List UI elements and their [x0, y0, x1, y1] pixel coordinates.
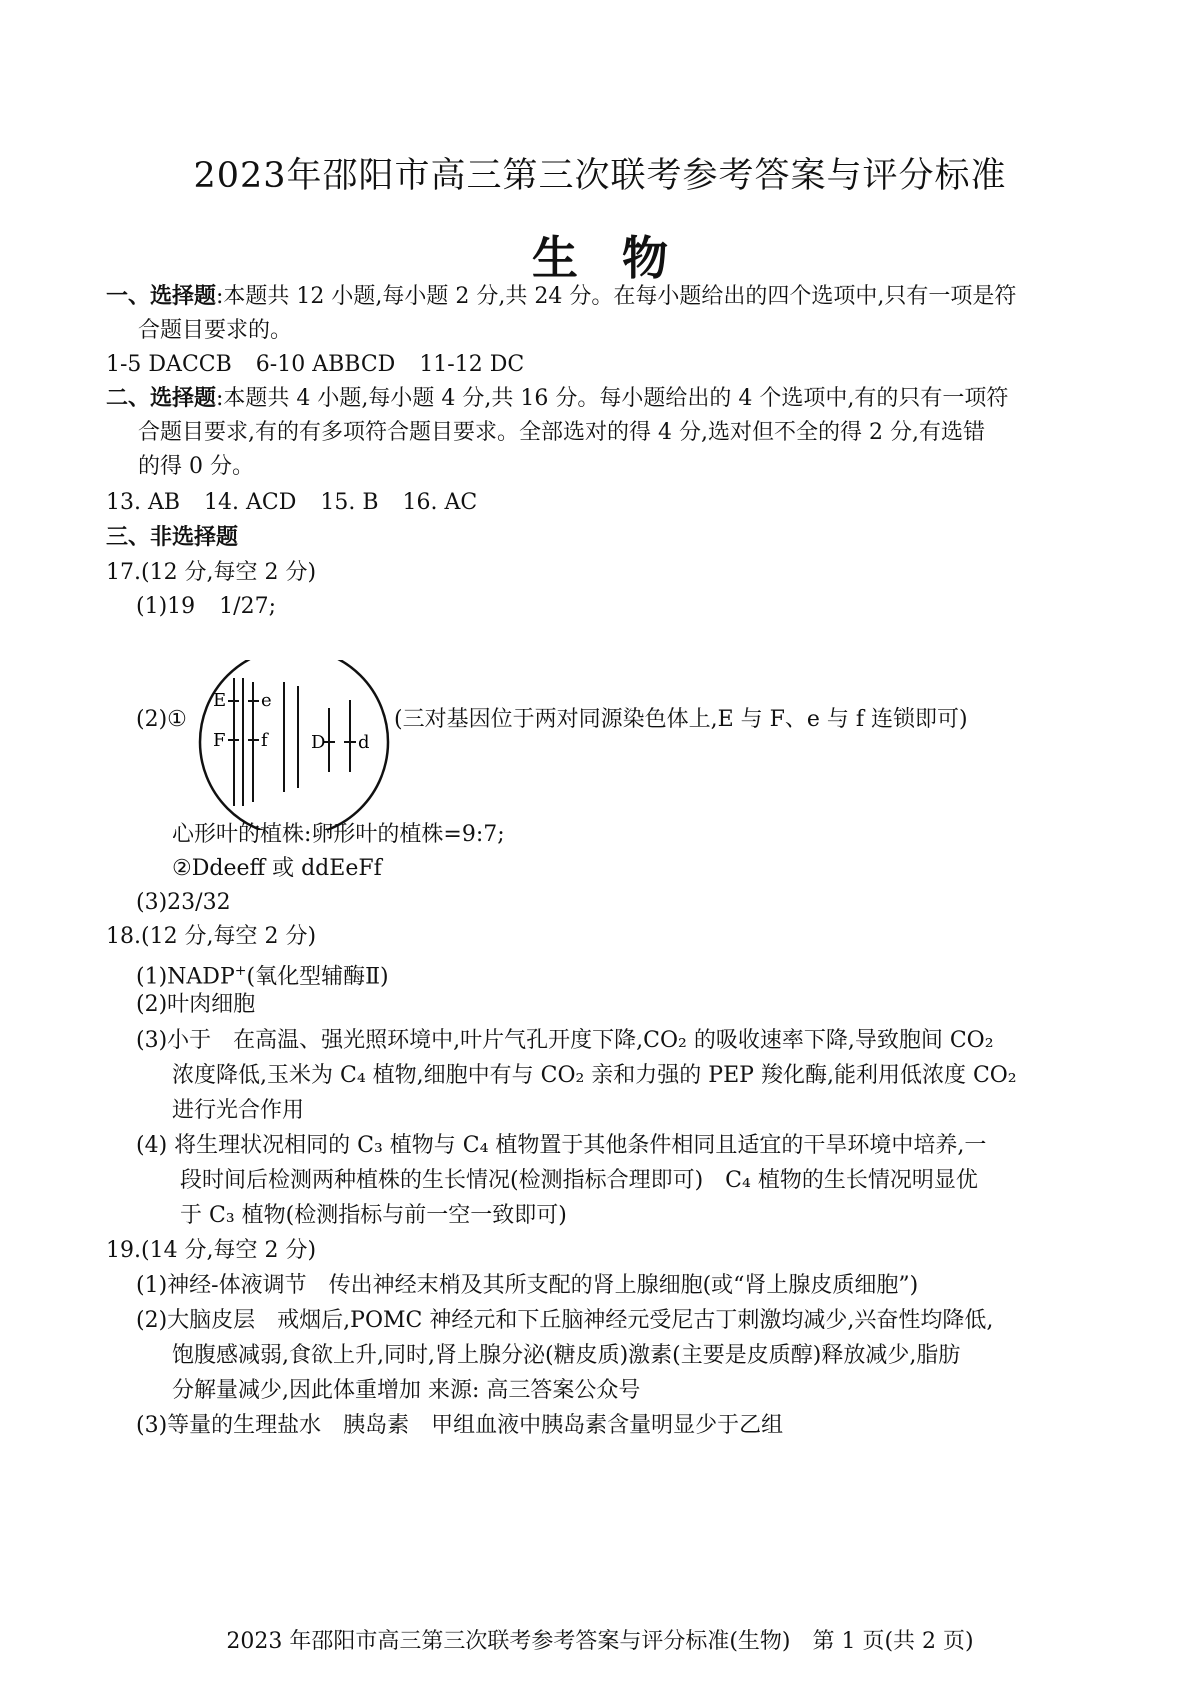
label-d: d — [358, 732, 370, 753]
answer-13: 13. AB — [106, 490, 181, 515]
q17-part1 — [136, 592, 276, 622]
q17-part1-label: (1)19 — [136, 594, 196, 619]
answers-6-10: 6-10 ABBCD — [255, 352, 396, 377]
label-f: f — [261, 730, 268, 751]
q17-part3: (3)23/32 — [136, 890, 231, 915]
q17-part1-value: 1/27; — [219, 594, 276, 619]
page-footer: 2023 年邵阳市高三第三次联考参考答案与评分标准(生物) 第 1 页(共 2 页) — [226, 1629, 974, 1654]
label-E: E — [213, 690, 227, 711]
q19-part3: (3)等量的生理盐水 胰岛素 甲组血液中胰岛素含量明显少于乙组 — [136, 1413, 784, 1438]
q17-part2-label: (2)① — [136, 707, 187, 732]
section-2-heading: 二、选择题 — [106, 386, 217, 411]
q18-heading: 18.(12 分,每空 2 分) — [106, 924, 317, 949]
answer-14: 14. ACD — [204, 490, 297, 515]
label-D: D — [311, 732, 326, 753]
q18-part4-line3: 于 C₃ 植物(检测指标与前一空一致即可) — [180, 1203, 567, 1228]
q18-part3-line3: 进行光合作用 — [172, 1098, 305, 1123]
q17-heading: 17.(12 分,每空 2 分) — [106, 560, 317, 585]
q19-heading: 19.(14 分,每空 2 分) — [106, 1238, 317, 1263]
section-1-heading: 一、选择题 — [106, 284, 217, 309]
answer-15: 15. B — [320, 490, 379, 515]
q18-part3-line2: 浓度降低,玉米为 C₄ 植物,细胞中有与 CO₂ 亲和力强的 PEP 羧化酶,能利用低浓度 CO₂ — [172, 1063, 1017, 1088]
q19-part2-line3: 分解量减少,因此体重增加 来源: 高三答案公众号 — [172, 1378, 641, 1403]
answer-16: 16. AC — [402, 490, 478, 515]
answers-1-5: 1-5 DACCB — [106, 352, 232, 377]
section-3-heading: 三、非选择题 — [106, 525, 239, 550]
section-2-answers — [106, 488, 477, 518]
q17-part2-note: (三对基因位于两对同源染色体上,E 与 F、e 与 f 连锁即可) — [394, 707, 968, 732]
q18-part1-text: (1)NADP — [136, 964, 235, 990]
answers-11-12: 11-12 DC — [419, 352, 525, 377]
q17-part2-genotype: ②Ddeeff 或 ddEeFf — [172, 856, 382, 881]
q18-part1 — [136, 956, 389, 992]
subject-heading: 生物 — [532, 231, 712, 285]
section-2-desc-cont: 合题目要求,有的有多项符合题目要求。全部选对的得 4 分,选对但不全的得 2 分,有选错 — [138, 420, 985, 445]
page-title: 2023年邵阳市高三第三次联考参考答案与评分标准 — [193, 156, 1007, 196]
chromosome-diagram — [198, 660, 394, 830]
q19-part2-line2: 饱腹感减弱,食欲上升,同时,肾上腺分泌(糖皮质)激素(主要是皮质醇)释放减少,脂肪 — [172, 1343, 961, 1368]
q19-part1: (1)神经-体液调节 传出神经末梢及其所支配的肾上腺细胞(或“肾上腺皮质细胞”) — [136, 1273, 919, 1298]
q19-part2-line1: (2)大脑皮层 戒烟后,POMC 神经元和下丘脑神经元受尼古丁刺激均减少,兴奋性均降低, — [136, 1308, 994, 1333]
section-1-desc: :本题共 12 小题,每小题 2 分,共 24 分。在每小题给出的四个选项中,只有一项是符 — [216, 284, 1017, 309]
q18-part4-line1: (4) 将生理状况相同的 C₃ 植物与 C₄ 植物置于其他条件相同且适宜的干旱环境中培养,一 — [136, 1133, 987, 1158]
q18-part4-line2: 段时间后检测两种植株的生长情况(检测指标合理即可) C₄ 植物的生长情况明显优 — [180, 1168, 978, 1193]
section-2-desc: :本题共 4 小题,每小题 4 分,共 16 分。每小题给出的 4 个选项中,有的只有一项符 — [216, 386, 1009, 411]
section-2-intro — [106, 384, 1008, 414]
q18-part2: (2)叶肉细胞 — [136, 992, 256, 1017]
q17-part2-ratio: 心形叶的植株:卵形叶的植株=9:7; — [172, 822, 505, 847]
label-e: e — [261, 690, 272, 711]
label-F: F — [213, 730, 226, 751]
section-1-intro — [106, 282, 1016, 312]
section-1-desc-cont: 合题目要求的。 — [138, 318, 293, 343]
q18-part1-sup: + — [234, 963, 247, 979]
section-1-answers — [106, 350, 524, 380]
q18-part3-line1: (3)小于 在高温、强光照环境中,叶片气孔开度下降,CO₂ 的吸收速率下降,导致胞间 CO₂ — [136, 1028, 994, 1053]
section-2-desc-cont2: 的得 0 分。 — [138, 454, 254, 479]
q18-part1-note: (氧化型辅酶Ⅱ) — [246, 964, 389, 990]
